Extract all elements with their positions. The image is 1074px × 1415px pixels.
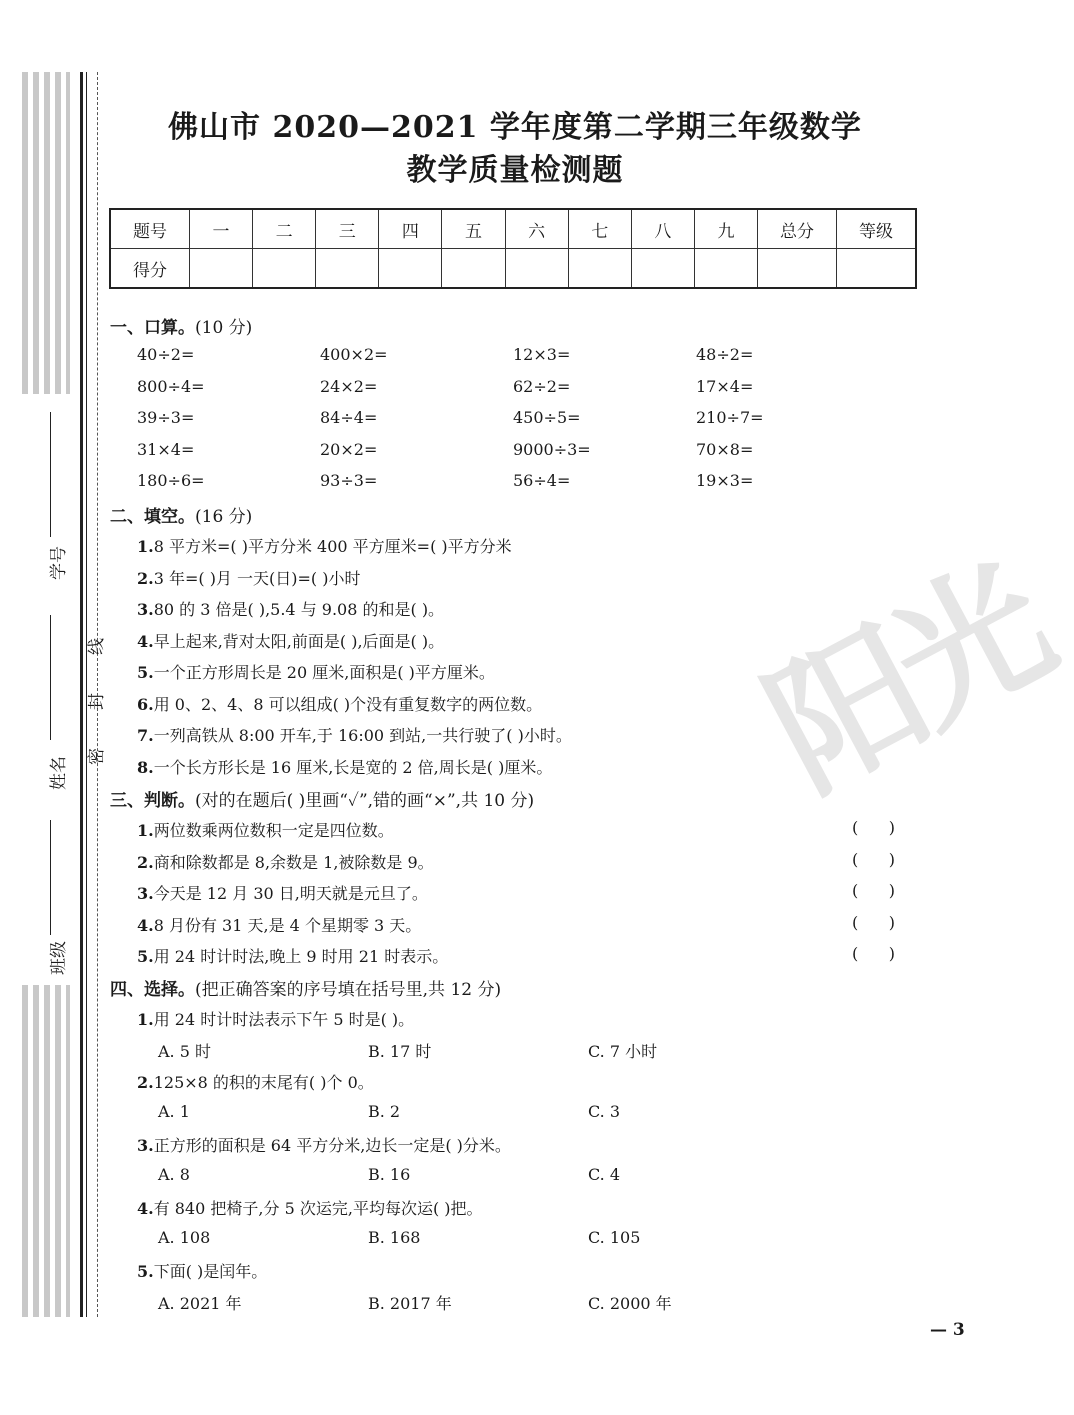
score-header: 六 (505, 209, 568, 249)
question-number: 7. (137, 726, 154, 745)
mental-math-item: 24×2= (320, 376, 378, 396)
score-header: 一 (190, 209, 253, 249)
mental-math-item: 800÷4= (137, 376, 205, 396)
fill-blank-question (137, 755, 552, 778)
question-text: 有 840 把椅子,分 5 次运完,平均每次运( )把。 (153, 1199, 483, 1218)
fill-blank-question (137, 723, 572, 746)
true-false-question (137, 818, 394, 841)
watermark: 阳光 (742, 537, 1072, 823)
question-text: 今天是 12 月 30 日,明天就是元旦了。 (153, 884, 428, 903)
mental-math-item: 48÷2= (696, 345, 754, 364)
choice-option[interactable]: B. 2 (368, 1102, 401, 1121)
question-number: 1. (137, 821, 154, 840)
true-false-question (137, 944, 448, 967)
question-text: 用 0、2、4、8 可以组成( )个没有重复数字的两位数。 (153, 694, 543, 714)
score-cell[interactable] (837, 249, 917, 289)
mental-math-item: 39÷3= (137, 408, 195, 427)
mental-math-item: 93÷3= (320, 471, 378, 490)
seal-secret-label: 密 (87, 748, 107, 765)
choice-question (137, 1133, 511, 1156)
choice-question (137, 1070, 374, 1093)
section-2-heading (110, 502, 252, 527)
choice-option[interactable]: B. 2017 年 (368, 1294, 452, 1313)
side-label-student-id: 学号 (49, 546, 69, 580)
answer-parentheses[interactable]: ( ) (852, 818, 895, 837)
score-header: 等级 (837, 209, 917, 249)
seal-line-label: 线 (87, 638, 107, 655)
question-number: 3. (137, 1136, 154, 1155)
question-text: 早上起来,背对太阳,前面是( ),后面是( )。 (153, 631, 445, 651)
score-row-label: 得分 (110, 249, 190, 289)
section-points: (对的在题后( )里画“✓”,错的画“×”,共 10 分) (195, 791, 535, 811)
question-text: 正方形的面积是 64 平方分米,边长一定是( )分米。 (153, 1136, 511, 1155)
question-text: 3 年=( )月 一天(日)=( )小时 (153, 568, 361, 588)
question-number: 5. (137, 947, 154, 966)
mental-math-item: 180÷6= (137, 471, 205, 490)
fill-blank-question (137, 534, 512, 557)
question-text: 一个长方形长是 16 厘米,长是宽的 2 倍,周长是( )厘米。 (153, 757, 553, 777)
score-cell[interactable] (379, 249, 442, 289)
question-number: 1. (137, 1010, 154, 1029)
question-number: 4. (137, 1199, 154, 1218)
choice-option[interactable]: B. 168 (368, 1228, 421, 1247)
true-false-question (137, 850, 434, 873)
score-cell[interactable] (190, 249, 253, 289)
mental-math-item: 20×2= (320, 439, 378, 459)
question-number: 8. (137, 757, 154, 777)
choice-option[interactable]: C. 105 (588, 1228, 641, 1247)
question-text: 80 的 3 倍是( ),5.4 与 9.08 的和是( )。 (153, 600, 445, 619)
score-header: 五 (442, 209, 505, 249)
mental-math-item: 40÷2= (137, 345, 195, 364)
choice-option[interactable]: A. 5 时 (158, 1042, 211, 1061)
score-cell[interactable] (758, 249, 837, 289)
answer-parentheses[interactable]: ( ) (852, 912, 895, 932)
section-points: (把正确答案的序号填在括号里,共 12 分) (195, 980, 502, 1000)
score-header: 七 (568, 209, 631, 249)
mental-math-item: 450÷5= (513, 408, 581, 427)
choice-option[interactable]: A. 1 (158, 1102, 190, 1121)
choice-option[interactable]: A. 2021 年 (158, 1294, 242, 1313)
side-label-name: 姓名 (49, 756, 69, 790)
answer-parentheses[interactable]: ( ) (852, 881, 895, 900)
fill-blank-question (137, 597, 444, 620)
mental-math-item: 400×2= (320, 345, 388, 364)
score-header: 八 (631, 209, 694, 249)
question-number: 2. (137, 1073, 154, 1092)
question-text: 用 24 时计时法,晚上 9 时用 21 时表示。 (153, 947, 449, 966)
question-text: 8 平方米=( )平方分米 400 平方厘米=( )平方分米 (153, 537, 512, 556)
mental-math-item: 56÷4= (513, 471, 571, 490)
score-cell[interactable] (505, 249, 568, 289)
mental-math-item: 19×3= (696, 471, 754, 490)
score-header: 九 (694, 209, 757, 249)
mental-math-item: 70×8= (696, 439, 754, 459)
class-line (50, 820, 51, 935)
choice-option[interactable]: B. 16 (368, 1165, 411, 1184)
mental-math-item: 210÷7= (696, 408, 764, 427)
mental-math-item: 62÷2= (513, 376, 571, 396)
score-cell[interactable] (568, 249, 631, 289)
question-text: 两位数乘两位数积一定是四位数。 (153, 821, 394, 840)
answer-parentheses[interactable]: ( ) (852, 944, 895, 963)
true-false-question (137, 881, 428, 904)
choice-option[interactable]: C. 3 (588, 1102, 621, 1121)
question-text: 下面( )是闰年。 (153, 1262, 268, 1281)
score-cell[interactable] (694, 249, 757, 289)
question-text: 一列高铁从 8:00 开车,于 16:00 到站,一共行驶了( )小时。 (153, 726, 572, 745)
mental-math-item: 12×3= (513, 345, 571, 364)
section-3-heading (110, 786, 534, 811)
score-table-header-row (110, 209, 916, 249)
question-number: 3. (137, 600, 154, 619)
fill-blank-question (137, 692, 542, 715)
question-text: 商和除数都是 8,余数是 1,被除数是 9。 (153, 852, 434, 872)
score-cell[interactable] (442, 249, 505, 289)
choice-option[interactable]: A. 8 (158, 1165, 190, 1184)
section-1-heading (110, 313, 252, 338)
section-title: 三、判断。 (110, 791, 195, 811)
question-number: 4. (137, 915, 154, 935)
choice-option[interactable]: C. 4 (588, 1165, 621, 1184)
score-header: 三 (316, 209, 379, 249)
question-number: 2. (137, 568, 154, 588)
score-header: 题号 (110, 209, 190, 249)
score-cell[interactable] (316, 249, 379, 289)
question-number: 2. (137, 852, 154, 872)
question-text: 用 24 时计时法表示下午 5 时是( )。 (153, 1010, 415, 1029)
question-text: 8 月份有 31 天,是 4 个星期零 3 天。 (153, 915, 422, 935)
name-line (50, 615, 51, 740)
score-cell[interactable] (631, 249, 694, 289)
score-header: 四 (379, 209, 442, 249)
seal-seal-label: 封 (87, 693, 107, 710)
score-header: 总分 (758, 209, 837, 249)
mental-math-item: 17×4= (696, 376, 754, 396)
question-number: 3. (137, 884, 154, 903)
question-number: 4. (137, 631, 154, 651)
fill-blank-question (137, 660, 495, 683)
section-title: 一、口算。 (110, 318, 195, 338)
question-text: 125×8 的积的末尾有( )个 0。 (153, 1073, 374, 1092)
section-points: (10 分) (195, 318, 253, 338)
score-table-score-row (110, 249, 916, 289)
mental-math-item: 84÷4= (320, 408, 378, 427)
question-number: 1. (137, 537, 154, 556)
choice-option[interactable]: A. 108 (158, 1228, 211, 1247)
choice-option[interactable]: C. 7 小时 (588, 1042, 658, 1061)
page-title-line-2: 教学质量检测题 (406, 153, 624, 188)
section-title: 二、填空。 (110, 507, 195, 527)
mental-math-item: 31×4= (137, 439, 195, 459)
page-title-line-1: 佛山市 2020—2021 学年度第二学期三年级数学 (168, 110, 862, 145)
score-table (109, 208, 917, 289)
choice-question (137, 1007, 414, 1030)
score-header: 二 (253, 209, 316, 249)
question-number: 6. (137, 694, 154, 714)
choice-option[interactable]: C. 2000 年 (588, 1294, 672, 1313)
question-text: 一个正方形周长是 20 厘米,面积是( )平方厘米。 (153, 663, 495, 682)
student-id-line (50, 412, 51, 537)
choice-question (137, 1259, 267, 1282)
page-number: — 3 (930, 1320, 965, 1340)
choice-question (137, 1196, 483, 1219)
mental-math-item: 9000÷3= (513, 439, 591, 459)
score-cell[interactable] (253, 249, 316, 289)
side-label-class: 班级 (49, 941, 69, 975)
fill-blank-question (137, 566, 361, 589)
question-number: 5. (137, 663, 154, 682)
section-title: 四、选择。 (110, 980, 195, 1000)
question-number: 5. (137, 1262, 154, 1281)
section-points: (16 分) (195, 507, 253, 527)
choice-option[interactable]: B. 17 时 (368, 1042, 432, 1061)
true-false-question (137, 913, 421, 936)
binding-stripes-top (22, 72, 70, 394)
answer-parentheses[interactable]: ( ) (852, 849, 895, 869)
section-4-heading (110, 975, 501, 1000)
binding-stripes-bottom (22, 985, 70, 1317)
fill-blank-question (137, 629, 444, 652)
